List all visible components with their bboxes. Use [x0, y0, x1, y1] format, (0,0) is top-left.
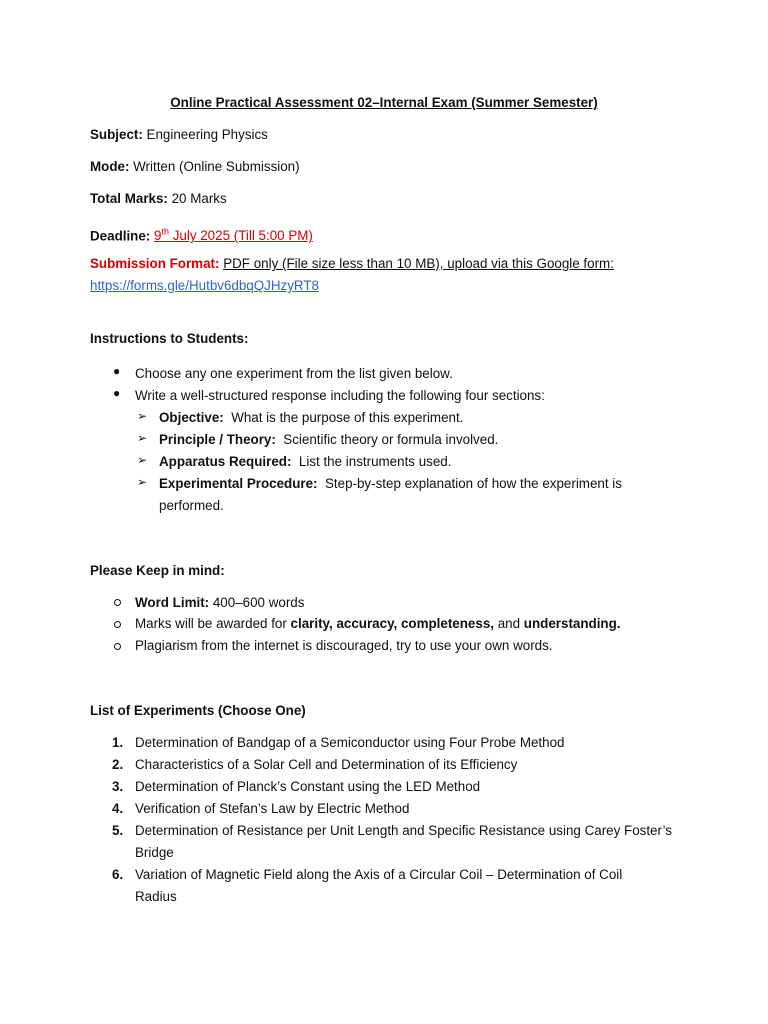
mode-line — [90, 158, 300, 176]
submission-format-line — [90, 255, 614, 273]
list-number: 1. — [112, 735, 124, 750]
mode-label: Mode: — [90, 159, 130, 174]
deadline-line — [90, 223, 313, 245]
keep-item-plagiarism: Plagiarism from the internet is discouraged, try to use your own words. — [135, 638, 553, 653]
list-number: 2. — [112, 757, 124, 772]
arrow-bullet-icon: ➢ — [137, 431, 148, 445]
bullet-dot: ● — [113, 386, 121, 400]
marks-text: Marks will be awarded for — [135, 616, 291, 631]
section-procedure-continued: performed. — [159, 498, 224, 513]
deadline-rest: July 2025 (Till 5:00 PM) — [168, 228, 313, 244]
keep-item-marks — [135, 615, 621, 633]
word-limit-value: 400–600 words — [209, 595, 305, 610]
section-procedure — [159, 475, 622, 493]
keep-in-mind-heading: Please Keep in mind: — [90, 563, 225, 578]
list-number: 3. — [112, 779, 124, 794]
instructions-heading: Instructions to Students: — [90, 331, 249, 346]
section-apparatus — [159, 453, 451, 471]
marks-criteria: clarity, accuracy, completeness, — [290, 616, 494, 631]
google-form-link[interactable]: https://forms.gle/Hutbv6dbqQJHzyRT8 — [90, 278, 319, 293]
bullet-dot: ● — [113, 364, 121, 378]
mode-value: Written (Online Submission) — [129, 159, 300, 174]
section-principle — [159, 431, 498, 449]
experiment-item-5-continued: Bridge — [135, 845, 174, 860]
marks-and: and — [494, 616, 524, 631]
list-number: 6. — [112, 867, 124, 882]
section-label: Experimental Procedure: — [159, 476, 318, 491]
section-text: Step-by-step explanation of how the experiment is — [324, 476, 622, 491]
experiment-item-5: Determination of Resistance per Unit Length and Specific Resistance using Carey Foster’s — [135, 823, 672, 838]
section-text: What is the purpose of this experiment. — [231, 410, 464, 425]
section-text: List the instruments used. — [298, 454, 452, 469]
section-label: Principle / Theory: — [159, 432, 276, 447]
keep-item-word-limit — [135, 594, 304, 612]
marks-value: 20 Marks — [167, 191, 227, 206]
section-objective — [159, 409, 463, 427]
section-label: Apparatus Required: — [159, 454, 292, 469]
experiment-item-6-continued: Radius — [135, 889, 177, 904]
section-text: Scientific theory or formula involved. — [283, 432, 499, 447]
subject-label: Subject: — [90, 127, 143, 142]
experiment-item-2: Characteristics of a Solar Cell and Determination of its Efficiency — [135, 757, 518, 772]
instruction-item-2: Write a well-structured response including the following four sections: — [135, 388, 545, 403]
arrow-bullet-icon: ➢ — [137, 409, 148, 423]
instruction-item-1: Choose any one experiment from the list given below. — [135, 366, 453, 381]
circle-bullet-icon — [114, 643, 121, 650]
deadline-sup: th — [161, 227, 169, 237]
section-label: Objective: — [159, 410, 224, 425]
list-number: 5. — [112, 823, 124, 838]
submission-format-label: Submission Format: — [90, 256, 220, 271]
deadline-label: Deadline: — [90, 228, 151, 244]
submission-format-value: PDF only (File size less than 10 MB), upload via this Google form: — [223, 256, 614, 271]
experiment-item-1: Determination of Bandgap of a Semiconductor using Four Probe Method — [135, 735, 565, 750]
experiments-heading: List of Experiments (Choose One) — [90, 703, 306, 718]
experiment-item-3: Determination of Planck’s Constant using the LED Method — [135, 779, 481, 794]
subject-value: Engineering Physics — [142, 127, 268, 142]
circle-bullet-icon — [114, 621, 121, 628]
circle-bullet-icon — [114, 599, 121, 606]
list-number: 4. — [112, 801, 124, 816]
experiment-item-6: Variation of Magnetic Field along the Axis of a Circular Coil – Determination of Coil — [135, 867, 623, 882]
page-title: Online Practical Assessment 02–Internal Exam (Summer Semester) — [170, 95, 598, 110]
arrow-bullet-icon: ➢ — [137, 453, 148, 467]
deadline-value — [154, 228, 313, 243]
marks-line — [90, 190, 227, 208]
word-limit-label: Word Limit: — [135, 595, 210, 610]
subject-line — [90, 126, 268, 144]
deadline-day: 9 — [154, 228, 162, 244]
marks-understanding: understanding. — [523, 616, 621, 631]
arrow-bullet-icon: ➢ — [137, 475, 148, 489]
experiment-item-4: Verification of Stefan’s Law by Electric Method — [135, 801, 410, 816]
marks-label: Total Marks: — [90, 191, 168, 206]
